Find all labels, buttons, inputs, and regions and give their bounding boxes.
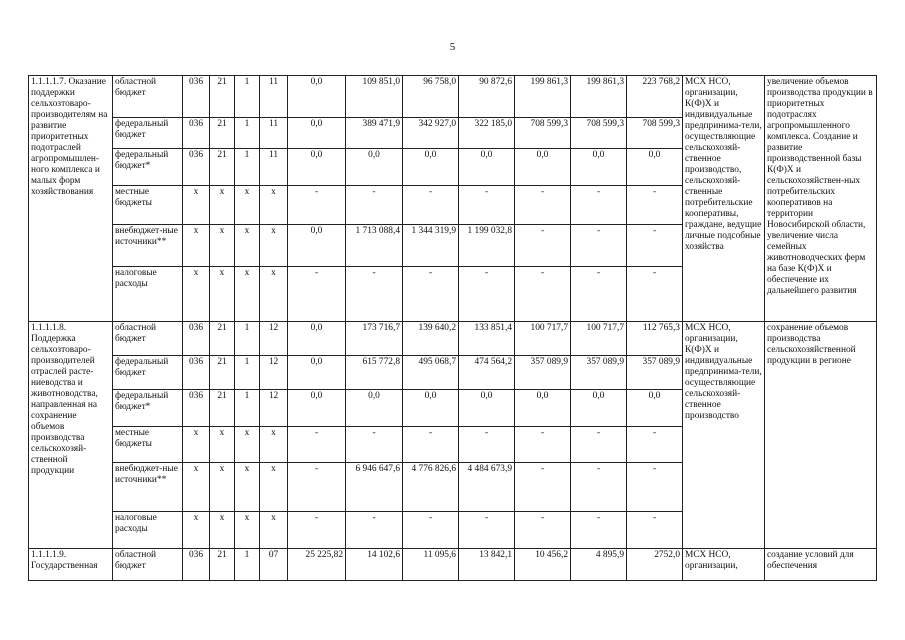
value-cell: - bbox=[515, 512, 571, 549]
value-cell: 342 927,0 bbox=[403, 118, 459, 149]
value-cell: 708 599,3 bbox=[515, 118, 571, 149]
code-cell: 036 bbox=[183, 322, 210, 356]
value-cell: - bbox=[571, 427, 627, 463]
value-cell: - bbox=[346, 186, 403, 225]
value-cell: 96 758,0 bbox=[403, 76, 459, 118]
value-cell: 708 599,3 bbox=[571, 118, 627, 149]
code-cell: х bbox=[260, 186, 288, 225]
value-cell: - bbox=[459, 427, 515, 463]
value-cell: 0,0 bbox=[459, 149, 515, 186]
funding-source-cell: областной бюджет bbox=[113, 76, 183, 118]
code-cell: х bbox=[235, 512, 260, 549]
value-cell: 199 861,3 bbox=[515, 76, 571, 118]
value-cell: 357 089,9 bbox=[571, 356, 627, 390]
value-cell: - bbox=[288, 186, 346, 225]
value-cell: 0,0 bbox=[288, 225, 346, 267]
code-cell: х bbox=[183, 463, 210, 512]
value-cell: 90 872,6 bbox=[459, 76, 515, 118]
value-cell: - bbox=[515, 267, 571, 322]
value-cell: 4 484 673,9 bbox=[459, 463, 515, 512]
value-cell: 6 946 647,6 bbox=[346, 463, 403, 512]
code-cell: 12 bbox=[260, 356, 288, 390]
funding-source-cell: внебюджет-ные источники** bbox=[113, 463, 183, 512]
value-cell: 0,0 bbox=[288, 118, 346, 149]
value-cell: 0,0 bbox=[346, 390, 403, 427]
expected-result-cell: создание условий для обеспечения bbox=[765, 549, 877, 581]
value-cell: 708 599,3 bbox=[627, 118, 683, 149]
value-cell: - bbox=[288, 427, 346, 463]
value-cell: 14 102,6 bbox=[346, 549, 403, 581]
value-cell: 4 895,9 bbox=[571, 549, 627, 581]
funding-source-cell: федеральный бюджет bbox=[113, 118, 183, 149]
code-cell: 1 bbox=[235, 149, 260, 186]
funding-source-cell: внебюджет-ные источники** bbox=[113, 225, 183, 267]
value-cell: - bbox=[627, 186, 683, 225]
code-cell: х bbox=[210, 463, 235, 512]
code-cell: 036 bbox=[183, 356, 210, 390]
code-cell: х bbox=[260, 512, 288, 549]
measure-name-cell: 1.1.1.1.8. Поддержка сельхозтоваро-производителей отраслей расте-ниеводства и животноводства, направленная на сохранение объемов производства сельскохозяй-ственной продукции bbox=[29, 322, 113, 549]
value-cell: 1 713 088,4 bbox=[346, 225, 403, 267]
value-cell: - bbox=[346, 512, 403, 549]
code-cell: 11 bbox=[260, 76, 288, 118]
value-cell: - bbox=[403, 427, 459, 463]
value-cell: 357 089,9 bbox=[627, 356, 683, 390]
value-cell: - bbox=[627, 225, 683, 267]
value-cell: - bbox=[403, 512, 459, 549]
table-row bbox=[29, 322, 877, 356]
value-cell: 13 842,1 bbox=[459, 549, 515, 581]
value-cell: - bbox=[571, 267, 627, 322]
value-cell: 25 225,82 bbox=[288, 549, 346, 581]
value-cell: - bbox=[515, 225, 571, 267]
table-row bbox=[29, 76, 877, 118]
value-cell: 100 717,7 bbox=[571, 322, 627, 356]
value-cell: 1 199 032,8 bbox=[459, 225, 515, 267]
value-cell: - bbox=[459, 186, 515, 225]
value-cell: 0,0 bbox=[571, 149, 627, 186]
value-cell: - bbox=[571, 463, 627, 512]
code-cell: 21 bbox=[210, 322, 235, 356]
budget-table bbox=[28, 75, 877, 581]
value-cell: - bbox=[627, 427, 683, 463]
value-cell: - bbox=[627, 267, 683, 322]
expected-result-cell: сохранение объемов производства сельскохозяйственной продукции в регионе bbox=[765, 322, 877, 549]
table-row bbox=[29, 549, 877, 581]
funding-source-cell: федеральный бюджет* bbox=[113, 390, 183, 427]
code-cell: 21 bbox=[210, 549, 235, 581]
code-cell: х bbox=[183, 225, 210, 267]
code-cell: х bbox=[260, 225, 288, 267]
code-cell: х bbox=[235, 463, 260, 512]
value-cell: 10 456,2 bbox=[515, 549, 571, 581]
value-cell: 615 772,8 bbox=[346, 356, 403, 390]
code-cell: 07 bbox=[260, 549, 288, 581]
code-cell: х bbox=[235, 267, 260, 322]
executor-cell: МСХ НСО, организации, bbox=[683, 549, 765, 581]
code-cell: 1 bbox=[235, 390, 260, 427]
code-cell: х bbox=[183, 267, 210, 322]
code-cell: х bbox=[210, 186, 235, 225]
code-cell: 1 bbox=[235, 356, 260, 390]
funding-source-cell: областной бюджет bbox=[113, 322, 183, 356]
value-cell: 0,0 bbox=[403, 149, 459, 186]
value-cell: 0,0 bbox=[627, 390, 683, 427]
code-cell: х bbox=[235, 427, 260, 463]
code-cell: 1 bbox=[235, 549, 260, 581]
code-cell: х bbox=[260, 267, 288, 322]
value-cell: - bbox=[571, 225, 627, 267]
value-cell: - bbox=[627, 512, 683, 549]
value-cell: - bbox=[288, 512, 346, 549]
code-cell: х bbox=[260, 463, 288, 512]
code-cell: 21 bbox=[210, 76, 235, 118]
funding-source-cell: местные бюджеты bbox=[113, 427, 183, 463]
code-cell: 1 bbox=[235, 118, 260, 149]
value-cell: - bbox=[288, 463, 346, 512]
value-cell: 0,0 bbox=[515, 390, 571, 427]
value-cell: 133 851,4 bbox=[459, 322, 515, 356]
value-cell: 0,0 bbox=[459, 390, 515, 427]
value-cell: 139 640,2 bbox=[403, 322, 459, 356]
code-cell: х bbox=[183, 512, 210, 549]
value-cell: 0,0 bbox=[627, 149, 683, 186]
code-cell: х bbox=[260, 427, 288, 463]
value-cell: - bbox=[571, 512, 627, 549]
code-cell: х bbox=[183, 427, 210, 463]
value-cell: 0,0 bbox=[288, 322, 346, 356]
value-cell: 389 471,9 bbox=[346, 118, 403, 149]
value-cell: - bbox=[459, 512, 515, 549]
code-cell: х bbox=[210, 512, 235, 549]
value-cell: - bbox=[403, 267, 459, 322]
value-cell: 109 851,0 bbox=[346, 76, 403, 118]
value-cell: - bbox=[515, 463, 571, 512]
code-cell: х bbox=[210, 225, 235, 267]
value-cell: 223 768,2 bbox=[627, 76, 683, 118]
funding-source-cell: налоговые расходы bbox=[113, 512, 183, 549]
funding-source-cell: федеральный бюджет bbox=[113, 356, 183, 390]
value-cell: 474 564,2 bbox=[459, 356, 515, 390]
code-cell: х bbox=[210, 427, 235, 463]
value-cell: - bbox=[403, 186, 459, 225]
value-cell: - bbox=[459, 267, 515, 322]
value-cell: 4 776 826,6 bbox=[403, 463, 459, 512]
value-cell: 0,0 bbox=[288, 76, 346, 118]
expected-result-cell: увеличение объемов производства продукции в приоритетных подотраслях агропромышленного комплекса. Создание и развитие производственной базы К(Ф)Х и сельскохозяйствен-ных потребительских кооперативов на территории Новосибирской области, увеличение числа семейных животноводческих ферм на базе К(Ф)Х и обеспечение их дальнейшего развития bbox=[765, 76, 877, 322]
code-cell: 036 bbox=[183, 118, 210, 149]
value-cell: 0,0 bbox=[515, 149, 571, 186]
measure-name-cell: 1.1.1.1.7. Оказание поддержки сельхозтоваро-производителям на развитие приоритетных подотраслей агропромышлен-ного комплекса и малых форм хозяйствования bbox=[29, 76, 113, 322]
value-cell: - bbox=[288, 267, 346, 322]
value-cell: - bbox=[346, 427, 403, 463]
funding-source-cell: налоговые расходы bbox=[113, 267, 183, 322]
code-cell: 036 bbox=[183, 549, 210, 581]
code-cell: х bbox=[235, 186, 260, 225]
value-cell: 322 185,0 bbox=[459, 118, 515, 149]
code-cell: 12 bbox=[260, 390, 288, 427]
code-cell: х bbox=[210, 267, 235, 322]
page-number: 5 bbox=[449, 41, 456, 53]
code-cell: 036 bbox=[183, 390, 210, 427]
value-cell: 357 089,9 bbox=[515, 356, 571, 390]
value-cell: 0,0 bbox=[571, 390, 627, 427]
value-cell: - bbox=[515, 186, 571, 225]
value-cell: 199 861,3 bbox=[571, 76, 627, 118]
code-cell: 21 bbox=[210, 118, 235, 149]
code-cell: 11 bbox=[260, 118, 288, 149]
value-cell: 1 344 319,9 bbox=[403, 225, 459, 267]
code-cell: 21 bbox=[210, 390, 235, 427]
executor-cell: МСХ НСО, организации, К(Ф)Х и индивидуальные предпринима-тели, осуществляющие сельскохозяй-ственное производство bbox=[683, 322, 765, 549]
code-cell: 21 bbox=[210, 149, 235, 186]
funding-source-cell: местные бюджеты bbox=[113, 186, 183, 225]
value-cell: - bbox=[571, 186, 627, 225]
code-cell: 11 bbox=[260, 149, 288, 186]
value-cell: 0,0 bbox=[288, 356, 346, 390]
executor-cell: МСХ НСО, организации, К(Ф)Х и индивидуальные предпринима-тели, осуществляющие сельскохозяй-ственное производство, сельскохозяй-ственные потребительские кооперативы, граждане, ведущие личные подсобные хозяйства bbox=[683, 76, 765, 322]
value-cell: 112 765,3 bbox=[627, 322, 683, 356]
funding-source-cell: федеральный бюджет* bbox=[113, 149, 183, 186]
code-cell: х bbox=[235, 225, 260, 267]
value-cell: 2752,0 bbox=[627, 549, 683, 581]
code-cell: 036 bbox=[183, 149, 210, 186]
value-cell: 495 068,7 bbox=[403, 356, 459, 390]
code-cell: 1 bbox=[235, 322, 260, 356]
value-cell: - bbox=[346, 267, 403, 322]
code-cell: 12 bbox=[260, 322, 288, 356]
code-cell: 1 bbox=[235, 76, 260, 118]
measure-name-cell: 1.1.1.1.9. Государственная bbox=[29, 549, 113, 581]
value-cell: 173 716,7 bbox=[346, 322, 403, 356]
value-cell: 11 095,6 bbox=[403, 549, 459, 581]
value-cell: 0,0 bbox=[288, 390, 346, 427]
value-cell: 0,0 bbox=[288, 149, 346, 186]
value-cell: 0,0 bbox=[346, 149, 403, 186]
value-cell: - bbox=[627, 463, 683, 512]
value-cell: 100 717,7 bbox=[515, 322, 571, 356]
funding-source-cell: областной бюджет bbox=[113, 549, 183, 581]
code-cell: 21 bbox=[210, 356, 235, 390]
code-cell: х bbox=[183, 186, 210, 225]
code-cell: 036 bbox=[183, 76, 210, 118]
value-cell: 0,0 bbox=[403, 390, 459, 427]
value-cell: - bbox=[515, 427, 571, 463]
